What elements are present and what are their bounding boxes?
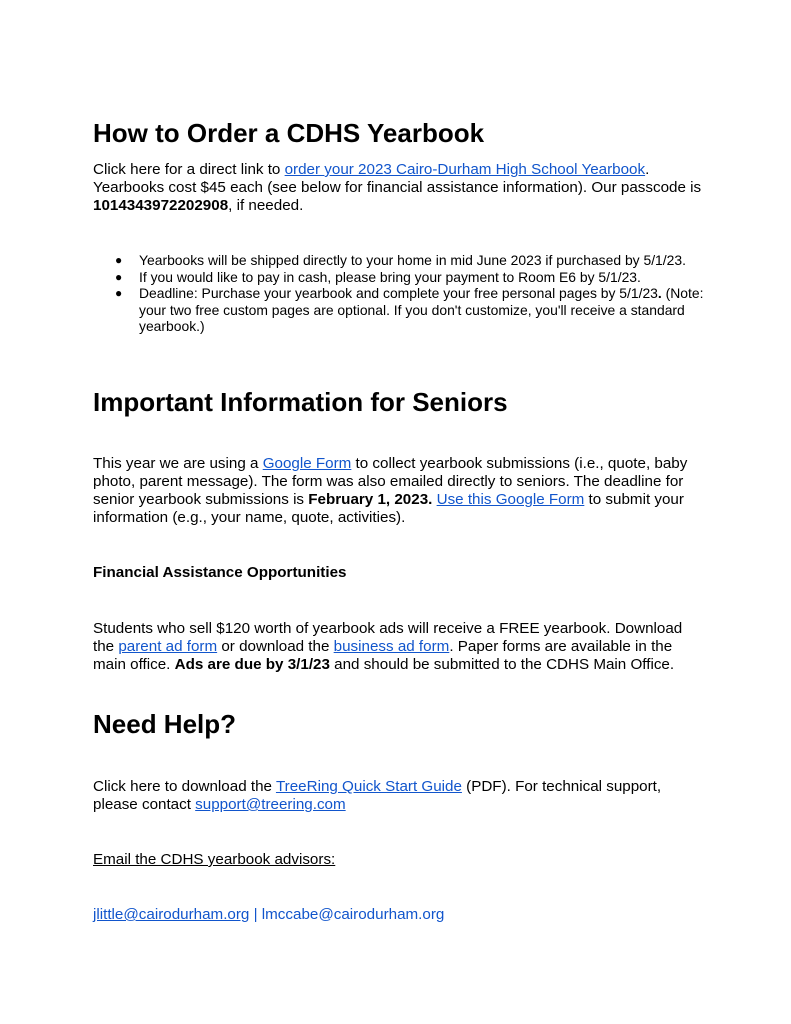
help-paragraph [93,778,705,814]
seniors-heading: Important Information for Seniors [93,387,508,417]
bullet-text: If you would like to pay in cash, please bring your payment to Room E6 by 5/1/23. [139,268,641,285]
bullet-icon: ● [115,253,123,267]
google-form-link[interactable]: Google Form [262,455,352,472]
help-heading: Need Help? [93,709,237,739]
senior-deadline: February 1, 2023. [308,491,433,508]
bullet-icon: ● [115,269,123,284]
quick-start-guide-link[interactable]: TreeRing Quick Start Guide [275,778,462,795]
advisor-email-link-1[interactable]: jlittle@cairodurham.org [93,906,250,923]
financial-text-c: . Paper forms are available in the main office. [93,638,673,673]
support-email-link[interactable]: support@treering.com [195,796,346,813]
order-bullet-list [93,252,705,335]
bullet-icon: ● [115,286,123,300]
seniors-text-a: This year we are using a [93,455,263,472]
order-yearbook-link[interactable]: order your 2023 Cairo-Durham High School Yearbook [284,161,646,178]
list-item [93,269,705,286]
financial-text-d: and should be submitted to the CDHS Main Office. [329,656,675,673]
advisor-emails [93,906,705,924]
order-intro-mid: . Yearbooks cost $45 each (see below for financial assistance information). Our passcode is [93,161,702,196]
bullet-bold-period: . [657,285,662,301]
seniors-paragraph [93,455,705,527]
list-item [93,252,705,269]
advisor-email-link-2[interactable]: lmccabe@cairodurham.org [261,906,445,923]
passcode: 1014343972202908 [93,197,229,214]
advisors-label: Email the CDHS yearbook advisors: [93,851,336,868]
business-ad-form-link[interactable]: business ad form [333,638,450,655]
financial-paragraph [93,620,705,674]
financial-text-a: Students who sell $120 worth of yearbook ads will receive a FREE yearbook. Download the [93,620,683,655]
bullet-note: (Note: your two free custom pages are optional. If you don't customize, you'll receive a standard yearbook.) [139,285,704,334]
order-intro [93,161,705,215]
financial-heading: Financial Assistance Opportunities [93,564,347,581]
order-intro-suffix: , if needed. [228,197,304,214]
bullet-text: Deadline: Purchase your yearbook and complete your free personal pages by 5/1/23 [139,285,658,301]
use-google-form-link[interactable]: Use this Google Form [436,491,585,508]
seniors-text-b: to collect yearbook submissions (i.e., quote, baby photo, parent message). The form was also emailed directly to seniors. The deadline for senior yearbook submissions is [93,455,688,508]
order-heading: How to Order a CDHS Yearbook [93,118,485,148]
bullet-text: Yearbooks will be shipped directly to your home in mid June 2023 if purchased by 5/1/23. [139,252,686,268]
financial-text-b: or download the [217,638,334,655]
order-intro-prefix: Click here for a direct link to [93,161,285,178]
ads-due-date: Ads are due by 3/1/23 [174,656,330,673]
help-text-a: Click here to download the [93,778,276,795]
email-separator: | [249,906,262,923]
help-text-b: (PDF). For technical support, please contact [93,778,662,813]
seniors-text-d: to submit your information (e.g., your name, quote, activities). [93,491,684,526]
parent-ad-form-link[interactable]: parent ad form [118,638,218,655]
list-item [93,285,705,335]
